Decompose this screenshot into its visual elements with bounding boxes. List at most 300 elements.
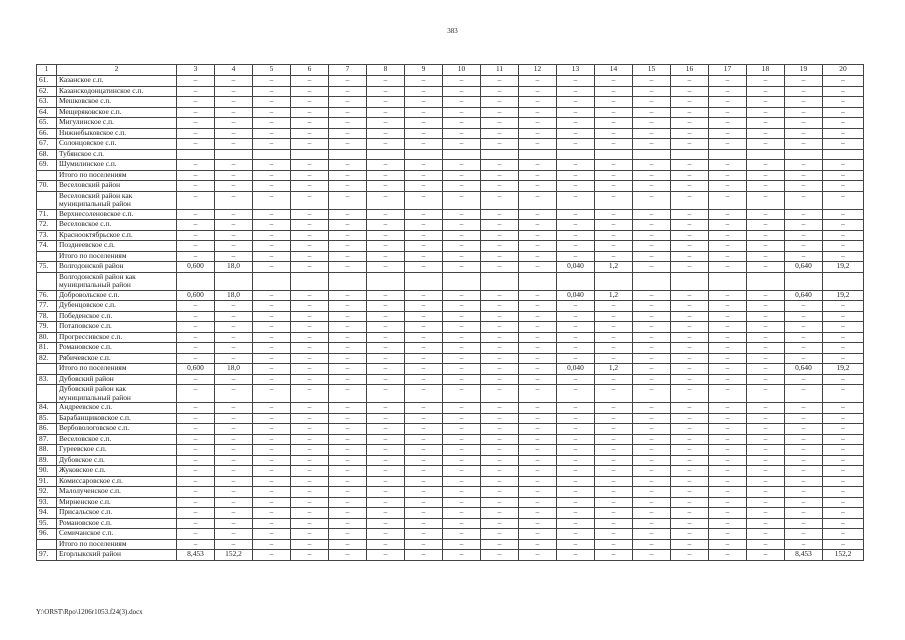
table-cell: –	[557, 550, 595, 561]
table-cell: –	[481, 364, 519, 375]
table-cell: –	[747, 230, 785, 241]
table-cell: –	[291, 445, 329, 456]
table-cell: –	[177, 445, 215, 456]
table-cell: –	[253, 466, 291, 477]
table-cell: –	[671, 170, 709, 181]
table-cell: –	[519, 424, 557, 435]
table-cell: –	[785, 413, 823, 424]
table-cell: –	[633, 550, 671, 561]
table-cell: –	[709, 374, 747, 385]
table-cell: –	[405, 455, 443, 466]
table-cell: –	[709, 476, 747, 487]
table-cell: –	[633, 220, 671, 231]
table-cell: –	[595, 476, 633, 487]
row-number: 61.	[37, 76, 57, 87]
table-row	[37, 476, 864, 487]
table-cell: –	[177, 466, 215, 477]
table-cell: –	[785, 181, 823, 192]
table-cell: –	[747, 301, 785, 312]
table-cell: –	[291, 343, 329, 354]
table-cell: –	[291, 550, 329, 561]
table-cell: –	[595, 424, 633, 435]
table-cell: –	[329, 455, 367, 466]
table-cell: –	[709, 97, 747, 108]
table-cell: –	[405, 191, 443, 209]
table-cell: –	[443, 181, 481, 192]
table-cell: –	[481, 476, 519, 487]
table-cell: –	[253, 550, 291, 561]
table-cell: –	[519, 403, 557, 414]
table-cell: –	[367, 550, 405, 561]
table-cell: –	[747, 550, 785, 561]
table-row	[37, 508, 864, 519]
row-number: 94.	[37, 508, 57, 519]
table-cell: –	[823, 374, 864, 385]
table-row	[37, 118, 864, 129]
table-cell: –	[253, 508, 291, 519]
table-cell	[405, 149, 443, 160]
table-cell	[481, 272, 519, 290]
table-cell: –	[329, 466, 367, 477]
table-cell: –	[823, 539, 864, 550]
table-cell: –	[595, 445, 633, 456]
table-cell: –	[671, 424, 709, 435]
table-cell: –	[519, 385, 557, 403]
table-cell: –	[557, 508, 595, 519]
column-header: 15	[633, 65, 671, 76]
table-cell: –	[633, 301, 671, 312]
table-cell: –	[747, 191, 785, 209]
table-cell: –	[253, 455, 291, 466]
table-cell: –	[747, 476, 785, 487]
table-cell: –	[367, 518, 405, 529]
table-cell: –	[253, 262, 291, 273]
table-cell: –	[595, 97, 633, 108]
file-path-footer: Y:\ORST\Rpo\1206r1053.f24(3).docx	[36, 608, 143, 616]
table-cell: –	[709, 139, 747, 150]
table-cell: –	[405, 445, 443, 456]
row-number: 70.	[37, 181, 57, 192]
table-cell: –	[481, 170, 519, 181]
table-cell: –	[595, 181, 633, 192]
table-cell	[329, 149, 367, 160]
table-cell: –	[367, 445, 405, 456]
table-cell: –	[405, 170, 443, 181]
table-cell: –	[215, 251, 253, 262]
table-cell: –	[443, 128, 481, 139]
table-cell: –	[595, 487, 633, 498]
table-cell: –	[405, 220, 443, 231]
table-cell: –	[747, 332, 785, 343]
table-cell: –	[443, 476, 481, 487]
table-cell: –	[177, 160, 215, 171]
row-number: 73.	[37, 230, 57, 241]
row-number: 86.	[37, 424, 57, 435]
table-cell: –	[709, 311, 747, 322]
table-cell: –	[329, 181, 367, 192]
table-cell: –	[253, 322, 291, 333]
table-cell: –	[747, 262, 785, 273]
table-cell: –	[633, 170, 671, 181]
table-cell: –	[367, 160, 405, 171]
table-cell: –	[633, 209, 671, 220]
column-header: 18	[747, 65, 785, 76]
table-cell: –	[329, 128, 367, 139]
row-name: Вербовологовское с.п.	[57, 424, 177, 435]
table-row	[37, 413, 864, 424]
table-cell: –	[557, 118, 595, 129]
table-cell: –	[557, 487, 595, 498]
table-cell: –	[709, 364, 747, 375]
table-cell: –	[481, 332, 519, 343]
table-cell: –	[823, 487, 864, 498]
table-cell: –	[595, 413, 633, 424]
table-cell	[177, 149, 215, 160]
table-cell: –	[785, 220, 823, 231]
table-cell: –	[519, 374, 557, 385]
table-cell: –	[709, 241, 747, 252]
table-cell: –	[215, 476, 253, 487]
table-cell	[671, 272, 709, 290]
row-name: Краснооктябрьское с.п.	[57, 230, 177, 241]
table-cell: –	[557, 374, 595, 385]
table-cell: –	[633, 262, 671, 273]
table-cell: –	[177, 107, 215, 118]
table-cell: –	[823, 508, 864, 519]
table-cell: –	[367, 220, 405, 231]
table-cell: –	[519, 262, 557, 273]
table-cell: –	[671, 332, 709, 343]
table-cell: –	[709, 497, 747, 508]
table-cell: –	[823, 476, 864, 487]
table-cell: –	[633, 191, 671, 209]
table-cell: –	[595, 455, 633, 466]
table-cell	[329, 272, 367, 290]
table-cell: –	[215, 160, 253, 171]
table-cell: –	[633, 518, 671, 529]
table-cell: –	[367, 322, 405, 333]
table-cell: –	[671, 385, 709, 403]
table-cell: –	[215, 241, 253, 252]
table-cell: –	[595, 86, 633, 97]
table-cell: –	[519, 230, 557, 241]
table-cell: –	[785, 539, 823, 550]
table-cell: –	[671, 160, 709, 171]
table-cell: –	[595, 374, 633, 385]
table-cell: –	[557, 76, 595, 87]
table-cell: –	[823, 413, 864, 424]
table-cell: –	[253, 487, 291, 498]
table-cell: –	[557, 353, 595, 364]
table-row	[37, 466, 864, 477]
table-cell: –	[557, 518, 595, 529]
table-cell: –	[747, 353, 785, 364]
column-header: 13	[557, 65, 595, 76]
table-cell: –	[633, 529, 671, 540]
row-name: Итого по поселениям	[57, 170, 177, 181]
table-cell: –	[481, 139, 519, 150]
table-cell: –	[443, 322, 481, 333]
table-row	[37, 301, 864, 312]
table-cell: –	[785, 476, 823, 487]
table-cell: –	[291, 230, 329, 241]
table-cell: –	[671, 550, 709, 561]
table-cell: –	[253, 364, 291, 375]
table-cell: –	[595, 518, 633, 529]
table-cell: –	[215, 86, 253, 97]
table-cell: –	[367, 118, 405, 129]
table-cell: –	[671, 497, 709, 508]
table-cell: –	[557, 170, 595, 181]
table-cell: –	[557, 455, 595, 466]
column-header: 5	[253, 65, 291, 76]
table-cell: –	[785, 466, 823, 477]
table-cell: –	[709, 301, 747, 312]
table-cell: –	[481, 311, 519, 322]
table-cell: –	[671, 434, 709, 445]
table-cell: –	[253, 139, 291, 150]
row-number: 87.	[37, 434, 57, 445]
table-cell: –	[443, 539, 481, 550]
table-cell: –	[823, 220, 864, 231]
table-cell: –	[481, 455, 519, 466]
table-cell: –	[291, 539, 329, 550]
table-cell: –	[709, 424, 747, 435]
row-name: Барабанщиковское с.п.	[57, 413, 177, 424]
table-cell: –	[823, 128, 864, 139]
table-cell: –	[291, 311, 329, 322]
table-cell: –	[595, 434, 633, 445]
table-cell: –	[177, 343, 215, 354]
table-cell: –	[329, 374, 367, 385]
table-cell: –	[443, 220, 481, 231]
table-cell: –	[329, 251, 367, 262]
table-row	[37, 230, 864, 241]
row-name: Гуреевское с.п.	[57, 445, 177, 456]
table-cell: –	[557, 97, 595, 108]
table-cell: –	[519, 332, 557, 343]
table-cell: –	[595, 220, 633, 231]
table-cell: –	[519, 487, 557, 498]
table-cell: –	[709, 290, 747, 301]
table-cell: –	[177, 455, 215, 466]
table-cell: –	[291, 466, 329, 477]
row-name: Тубянское с.п.	[57, 149, 177, 160]
table-cell: –	[823, 97, 864, 108]
table-cell: –	[291, 518, 329, 529]
table-cell: –	[291, 332, 329, 343]
table-cell: –	[671, 403, 709, 414]
table-cell: –	[405, 107, 443, 118]
table-cell: –	[291, 403, 329, 414]
row-number: 80.	[37, 332, 57, 343]
table-cell: –	[747, 251, 785, 262]
table-cell	[595, 149, 633, 160]
table-cell: –	[785, 118, 823, 129]
table-cell: –	[633, 128, 671, 139]
table-cell: –	[481, 539, 519, 550]
table-cell: –	[785, 353, 823, 364]
table-cell: 19,2	[823, 290, 864, 301]
table-cell: –	[443, 311, 481, 322]
table-cell: –	[633, 160, 671, 171]
table-cell: 18,0	[215, 290, 253, 301]
table-row	[37, 262, 864, 273]
table-cell: –	[443, 76, 481, 87]
table-cell: –	[405, 118, 443, 129]
table-cell: –	[595, 160, 633, 171]
table-cell: –	[823, 343, 864, 354]
table-cell: –	[177, 518, 215, 529]
table-cell: 1,2	[595, 290, 633, 301]
table-cell: 152,2	[823, 550, 864, 561]
table-cell: –	[215, 466, 253, 477]
table-cell: –	[405, 508, 443, 519]
row-name: Романовское с.п.	[57, 343, 177, 354]
table-cell: –	[367, 476, 405, 487]
row-name: Прогрессивское с.п.	[57, 332, 177, 343]
table-cell: –	[519, 86, 557, 97]
table-cell: –	[557, 466, 595, 477]
table-cell: –	[215, 107, 253, 118]
table-cell: –	[671, 518, 709, 529]
table-cell: –	[481, 107, 519, 118]
table-cell: –	[633, 97, 671, 108]
table-cell: –	[785, 107, 823, 118]
row-name: Комиссаровское с.п.	[57, 476, 177, 487]
table-cell: –	[367, 181, 405, 192]
table-cell: –	[633, 76, 671, 87]
column-header: 8	[367, 65, 405, 76]
table-cell: –	[671, 220, 709, 231]
table-cell: –	[747, 86, 785, 97]
table-cell: –	[253, 529, 291, 540]
table-cell: –	[443, 251, 481, 262]
row-number: 88.	[37, 445, 57, 456]
table-cell: –	[785, 139, 823, 150]
row-name: Итого по поселениям	[57, 539, 177, 550]
table-cell: –	[823, 86, 864, 97]
table-cell: –	[633, 118, 671, 129]
table-cell: –	[215, 139, 253, 150]
table-cell: –	[253, 209, 291, 220]
table-cell: –	[405, 322, 443, 333]
row-name: Казанскодонцатинское с.п.	[57, 86, 177, 97]
table-row	[37, 97, 864, 108]
table-cell: –	[253, 191, 291, 209]
table-cell: –	[443, 301, 481, 312]
table-cell: –	[253, 353, 291, 364]
row-name: Присальское с.п.	[57, 508, 177, 519]
table-cell: –	[481, 434, 519, 445]
table-cell: –	[747, 160, 785, 171]
row-name: Потаповское с.п.	[57, 322, 177, 333]
table-cell: –	[557, 332, 595, 343]
table-cell: –	[481, 97, 519, 108]
row-number: 91.	[37, 476, 57, 487]
table-cell: –	[785, 385, 823, 403]
table-cell: –	[519, 209, 557, 220]
table-cell: –	[253, 497, 291, 508]
table-cell: –	[785, 160, 823, 171]
table-cell: 0,040	[557, 290, 595, 301]
table-cell: –	[253, 445, 291, 456]
table-cell: –	[329, 353, 367, 364]
table-row	[37, 191, 864, 209]
table-cell	[443, 272, 481, 290]
table-cell: –	[215, 455, 253, 466]
table-cell: –	[291, 76, 329, 87]
table-cell	[709, 149, 747, 160]
table-cell: –	[747, 374, 785, 385]
table-cell: –	[557, 160, 595, 171]
table-cell: –	[177, 434, 215, 445]
table-cell: –	[709, 385, 747, 403]
row-number: 97.	[37, 550, 57, 561]
table-cell: –	[671, 290, 709, 301]
table-cell	[291, 272, 329, 290]
table-cell: –	[709, 343, 747, 354]
table-cell: –	[633, 403, 671, 414]
table-cell: –	[405, 290, 443, 301]
table-cell: –	[291, 497, 329, 508]
table-cell: –	[747, 290, 785, 301]
table-cell: –	[329, 191, 367, 209]
table-row	[37, 403, 864, 414]
table-cell: –	[557, 529, 595, 540]
table-cell: –	[405, 364, 443, 375]
table-cell: –	[405, 241, 443, 252]
table-cell: –	[291, 508, 329, 519]
table-cell: –	[405, 311, 443, 322]
row-number: 66.	[37, 128, 57, 139]
table-row	[37, 518, 864, 529]
table-cell: –	[709, 353, 747, 364]
table-cell: –	[215, 424, 253, 435]
table-cell: –	[671, 241, 709, 252]
table-cell: –	[519, 550, 557, 561]
table-cell: –	[671, 487, 709, 498]
table-cell: –	[329, 76, 367, 87]
table-cell: –	[747, 76, 785, 87]
table-cell: –	[823, 191, 864, 209]
table-cell: –	[747, 487, 785, 498]
table-cell: –	[215, 301, 253, 312]
table-cell: –	[785, 487, 823, 498]
table-cell: –	[177, 191, 215, 209]
table-cell: –	[633, 251, 671, 262]
table-row	[37, 170, 864, 181]
table-cell: –	[215, 332, 253, 343]
table-cell: –	[443, 487, 481, 498]
table-cell: –	[481, 230, 519, 241]
table-cell: –	[291, 385, 329, 403]
table-cell: –	[785, 343, 823, 354]
table-cell: –	[367, 332, 405, 343]
table-cell: –	[519, 160, 557, 171]
table-cell: –	[177, 311, 215, 322]
table-cell: –	[329, 413, 367, 424]
table-cell: –	[557, 107, 595, 118]
row-number: 64.	[37, 107, 57, 118]
table-cell: –	[481, 518, 519, 529]
table-cell: –	[443, 118, 481, 129]
table-cell: –	[785, 170, 823, 181]
table-cell: –	[671, 107, 709, 118]
table-cell: –	[633, 466, 671, 477]
table-cell: –	[405, 385, 443, 403]
table-cell: –	[747, 529, 785, 540]
